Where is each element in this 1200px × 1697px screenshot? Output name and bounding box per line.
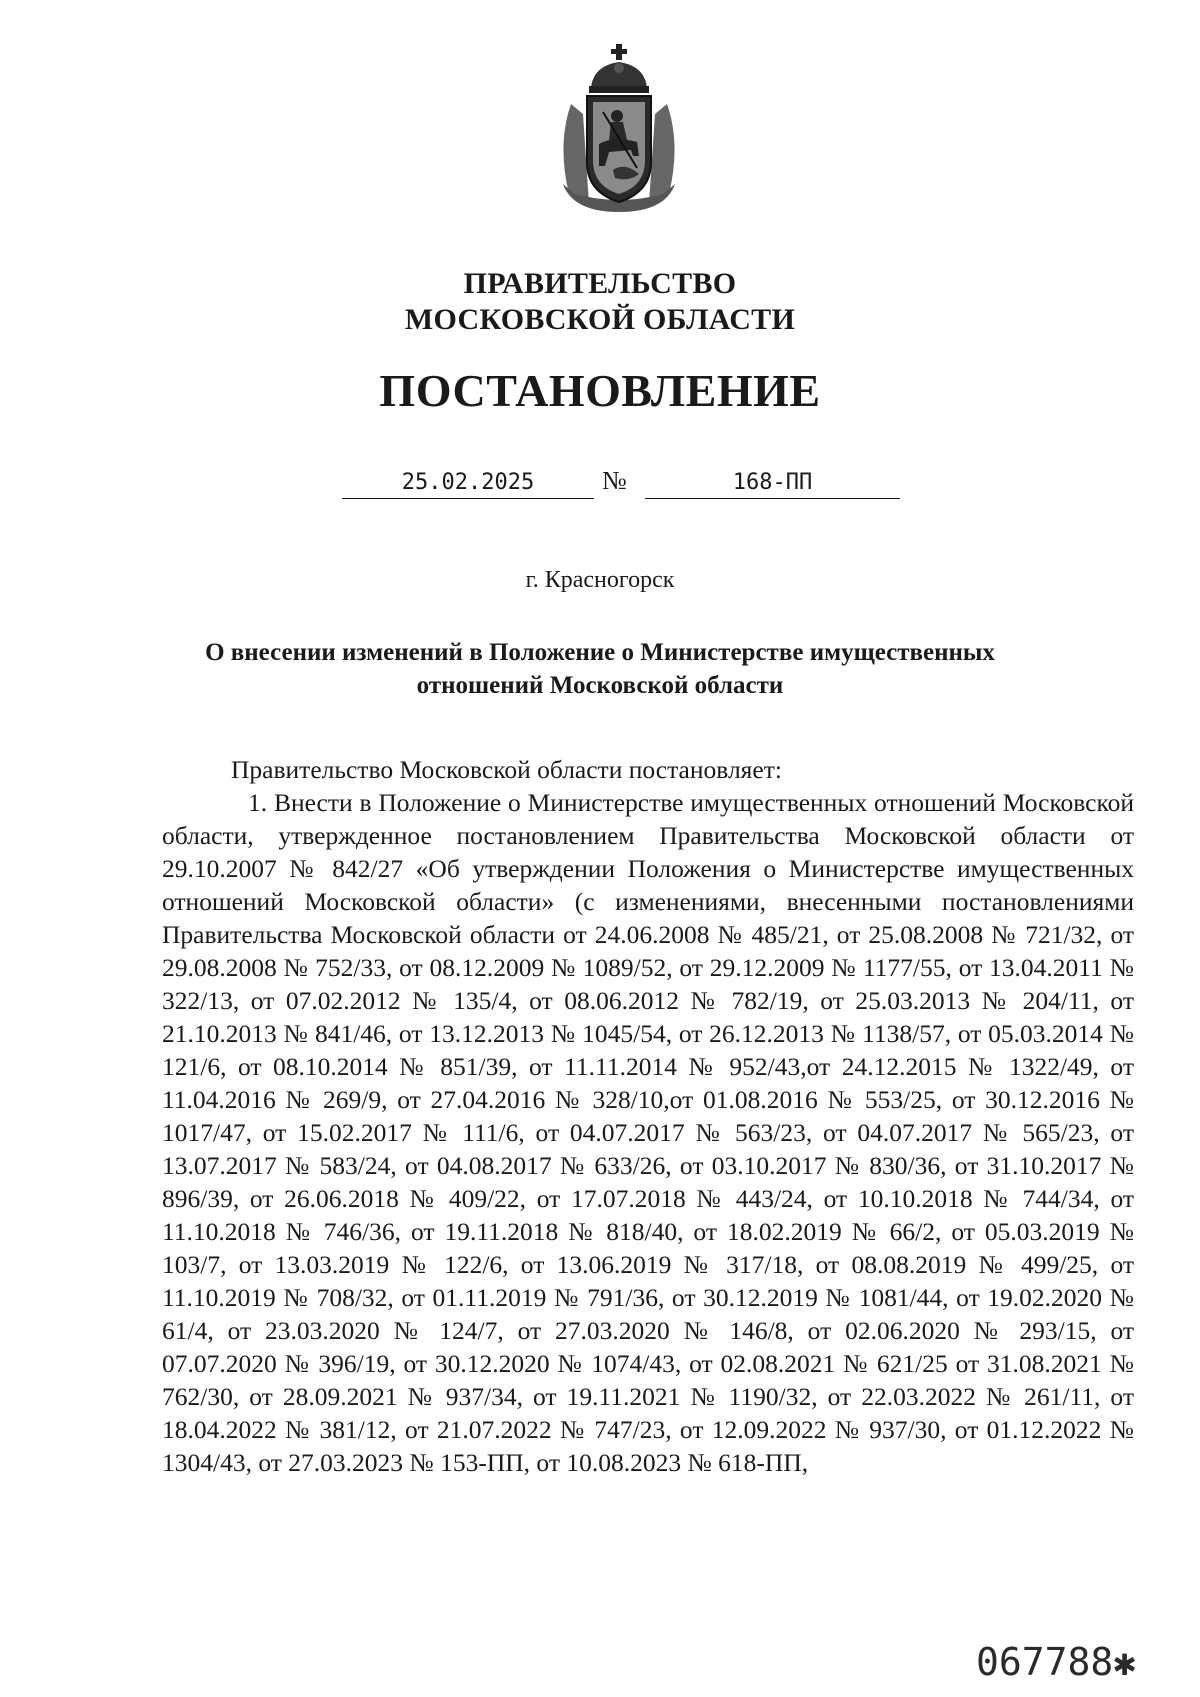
asterisk-icon: ✱	[1113, 1640, 1137, 1684]
body-item-1: 1. Внести в Положение о Министерстве имущественных отношений Московской области, утвержденное постановлением Правительства Московской области от 29.10.2007 № 842/27 «Об утверждении Положения о Министерстве имущественных отношений Московской области» (с изменениями, внесенными постановлениями Правительства Московской области от 24.06.2008 № 485/21, от 25.08.2008 № 721/32, от 29.08.2008 № 752/33, от 08.12.2009 № 1089/52, от 29.12.2009 № 1177/55, от 13.04.2011 № 322/13, от 07.02.2012 № 135/4, от 08.06.2012 № 782/19, от 25.03.2013 № 204/11, от 21.10.2013 № 841/46, от 13.12.2013 № 1045/54, от 26.12.2013 № 1138/57, от 05.03.2014 № 121/6, от 08.10.2014 № 851/39, от 11.11.2014 № 952/43,от 24.12.2015 № 1322/49, от 11.04.2016 № 269/9, от 27.04.2016 № 328/10,от 01.08.2016 № 553/25, от 30.12.2016 № 1017/47, от 15.02.2017 № 111/6, от 04.07.2017 № 563/23, от 04.07.2017 № 565/23, от 13.07.2017 № 583/24, от 04.08.2017 № 633/26, от 03.10.2017 № 830/36, от 31.10.2017 № 896/39, от 26.06.2018 № 409/22, от 17.07.2018 № 443/24, от 10.10.2018 № 744/34, от 11.10.2018 № 746/36, от 19.11.2018 № 818/40, от 18.02.2019 № 66/2, от 05.03.2019 № 103/7, от 13.03.2019 № 122/6, от 13.06.2019 № 317/18, от 08.08.2019 № 499/25, от 11.10.2019 № 708/32, от 01.11.2019 № 791/36, от 30.12.2019 № 1081/44, от 19.02.2020 № 61/4, от 23.03.2020 № 124/7, от 27.03.2020 № 146/8, от 02.06.2020 № 293/15, от 07.07.2020 № 396/19, от 30.12.2020 № 1074/43, от 02.08.2021 № 621/25 от 31.08.2021 № 762/30, от 28.09.2021 № 937/34, от 19.11.2021 № 1190/32, от 22.03.2022 № 261/11, от 18.04.2022 № 381/12, от 21.07.2022 № 747/23, от 12.09.2022 № 937/30, от 01.12.2022 № 1304/43, от 27.03.2023 № 153-ПП, от 10.08.2023 № 618-ПП,	[162, 788, 1134, 1477]
serial-number	[976, 1640, 1136, 1684]
document-date: 25.02.2025	[342, 468, 594, 499]
coat-of-arms-icon	[553, 44, 685, 214]
document-type-title: ПОСТАНОВЛЕНИЕ	[379, 365, 821, 416]
document-number: 168-ПП	[645, 468, 900, 499]
serial-number-text: 067788	[976, 1640, 1114, 1684]
government-name-line1: ПРАВИТЕЛЬСТВО	[463, 267, 737, 300]
issue-city: г. Красногорск	[525, 567, 675, 593]
body-lead-paragraph: Правительство Московской области постановляет:	[231, 755, 782, 784]
government-name-line2: МОСКОВСКОЙ ОБЛАСТИ	[404, 303, 796, 336]
document-body	[162, 753, 1134, 1479]
document-subject: О внесении изменений в Положение о Министерстве имущественных отношений Московской области	[205, 639, 995, 699]
number-sign: №	[602, 466, 627, 495]
